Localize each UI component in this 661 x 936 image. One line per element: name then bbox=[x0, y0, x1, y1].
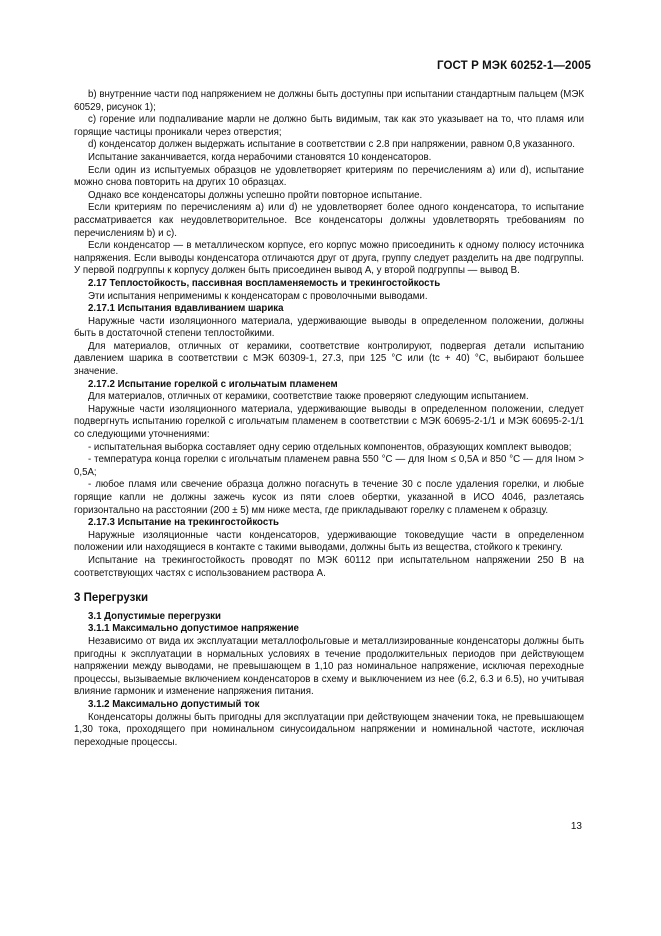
subsection-heading: 2.17 Теплостойкость, пассивная воспламеняемость и трекингостойкость bbox=[88, 277, 441, 289]
subsection-heading: 2.17.1 Испытания вдавливанием шарика bbox=[88, 303, 284, 315]
paragraph: Для материалов, отличных от керамики, соответствие также проверяют следующим испытанием. bbox=[88, 391, 529, 403]
subsection-heading: 2.17.3 Испытание на трекингостойкость bbox=[88, 517, 279, 529]
paragraph: Наружные части изоляционного материала, удерживающие выводы в определенном положении, должны быть в достаточной степени теплостойкими. bbox=[74, 315, 584, 340]
paragraph: Если один из испытуемых образцов не удовлетворяет критериям по перечислениям a) или d), испытание можно снова повторить на других 10 образцах. bbox=[74, 164, 584, 189]
subsection-heading: 2.17.2 Испытание горелкой с игольчатым пламенем bbox=[88, 378, 338, 390]
paragraph: Для материалов, отличных от керамики, соответствие контролируют, подвергая детали испытанию давлением шарика в соответствии с МЭК 60309-1, 27.3, при 125 °С или (tс + 40) °С, выбирают большее значение. bbox=[74, 340, 584, 378]
paragraph: Испытание заканчивается, когда нерабочими становятся 10 конденсаторов. bbox=[88, 151, 432, 163]
document-body bbox=[74, 89, 584, 749]
paragraph: d) конденсатор должен выдержать испытание в соответствии с 2.8 при напряжении, равном 0,8 указанного. bbox=[88, 139, 575, 151]
paragraph: b) внутренние части под напряжением не должны быть доступны при испытании стандартным пальцем (МЭК 60529, рисунок 1); bbox=[74, 89, 584, 113]
paragraph: Если конденсатор — в металлическом корпусе, его корпус можно присоединить к одному полюсу источника напряжения. Если выводы конденсатора отличаются друг от друга, группу следует разделить на две подгруппы. У первой подгруппы к корпусу должен быть присоединен вывод A, у второй подгруппы — вывод B. bbox=[74, 240, 584, 277]
paragraph: Испытание на трекингостойкость проводят по МЭК 60112 при испытательном напряжении 250 В на соответствующих частях с использованием раствора А. bbox=[74, 554, 584, 579]
paragraph: Наружные изоляционные части конденсаторов, удерживающие токоведущие части в определенном положении или находящиеся в контакте с такими выводами, должны быть из вещества, стойкого к трекингу. bbox=[74, 529, 584, 554]
paragraph: Если критериям по перечислениям a) или d) не удовлетворяет более одного конденсатора, то испытание рассматривается как неудовлетворительное. Все конденсаторы должны удовлетворять требованиям по перечислениям b) и c). bbox=[74, 202, 584, 239]
paragraph: Независимо от вида их эксплуатации металлофольговые и металлизированные конденсаторы должны быть пригодны к эксплуатации в нормальных условиях в течение продолжительных периодов при действующем напряжении между выводами, не превышающем в 1,10 раз номинальное напряжение, исключая переходные процессы, вызываемые включением конденсаторов в схему и выключением из нее (6.2, 6.3 и 6.5), но учитывая влияние гармоник и изменение напряжения питания. bbox=[74, 635, 584, 698]
paragraph: - температура конца горелки с игольчатым пламенем равна 550 °С — для Iном ≤ 0,5А и 850 °С — для Iном > 0,5А; bbox=[74, 454, 584, 478]
paragraph: c) горение или подпаливание марли не должно быть видимым, так как это указывает на то, что пламя или горящие частицы проникали через отверстия; bbox=[74, 114, 584, 138]
paragraph: Наружные части изоляционного материала, удерживающие выводы в определенном положении, следует подвергнуть испытанию горелкой с игольчатым пламенем в соответствии с МЭК 60695-2-1/1 и МЭК 60695-2-1/1 со следующими уточнениями: bbox=[74, 403, 584, 441]
paragraph: Эти испытания неприменимы к конденсаторам с проволочными выводами. bbox=[88, 290, 428, 302]
subsection-heading: 3.1 Допустимые перегрузки bbox=[88, 610, 221, 622]
section-heading: 3 Перегрузки bbox=[74, 592, 149, 605]
subsection-heading: 3.1.2 Максимально допустимый ток bbox=[88, 698, 260, 710]
subsection-heading: 3.1.1 Максимально допустимое напряжение bbox=[88, 623, 299, 635]
paragraph: - любое пламя или свечение образца должно погаснуть в течение 30 с после удаления горелки, и любые горящие капли не должны зажечь кусок из пяти слоев обертки, указанной в ИСО 4046, разлетаясь горизонтально на расстоянии (200 ± 5) мм ниже места, где прикладывают горелку с пламенем к образцу. bbox=[74, 479, 584, 516]
page-number: 13 bbox=[570, 821, 582, 832]
paragraph: Однако все конденсаторы должны успешно пройти повторное испытание. bbox=[88, 189, 423, 201]
paragraph: Конденсаторы должны быть пригодны для эксплуатации при действующем значении тока, не превышающем 1,30 тока, проходящего при номинальном синусоидальном напряжении и номинальной частоте, исключая переходные процессы. bbox=[74, 711, 584, 748]
paragraph: - испытательная выборка составляет одну серию отдельных компонентов, образующих комплект выводов; bbox=[88, 441, 572, 453]
document-header: ГОСТ Р МЭК 60252-1—2005 bbox=[437, 60, 591, 72]
